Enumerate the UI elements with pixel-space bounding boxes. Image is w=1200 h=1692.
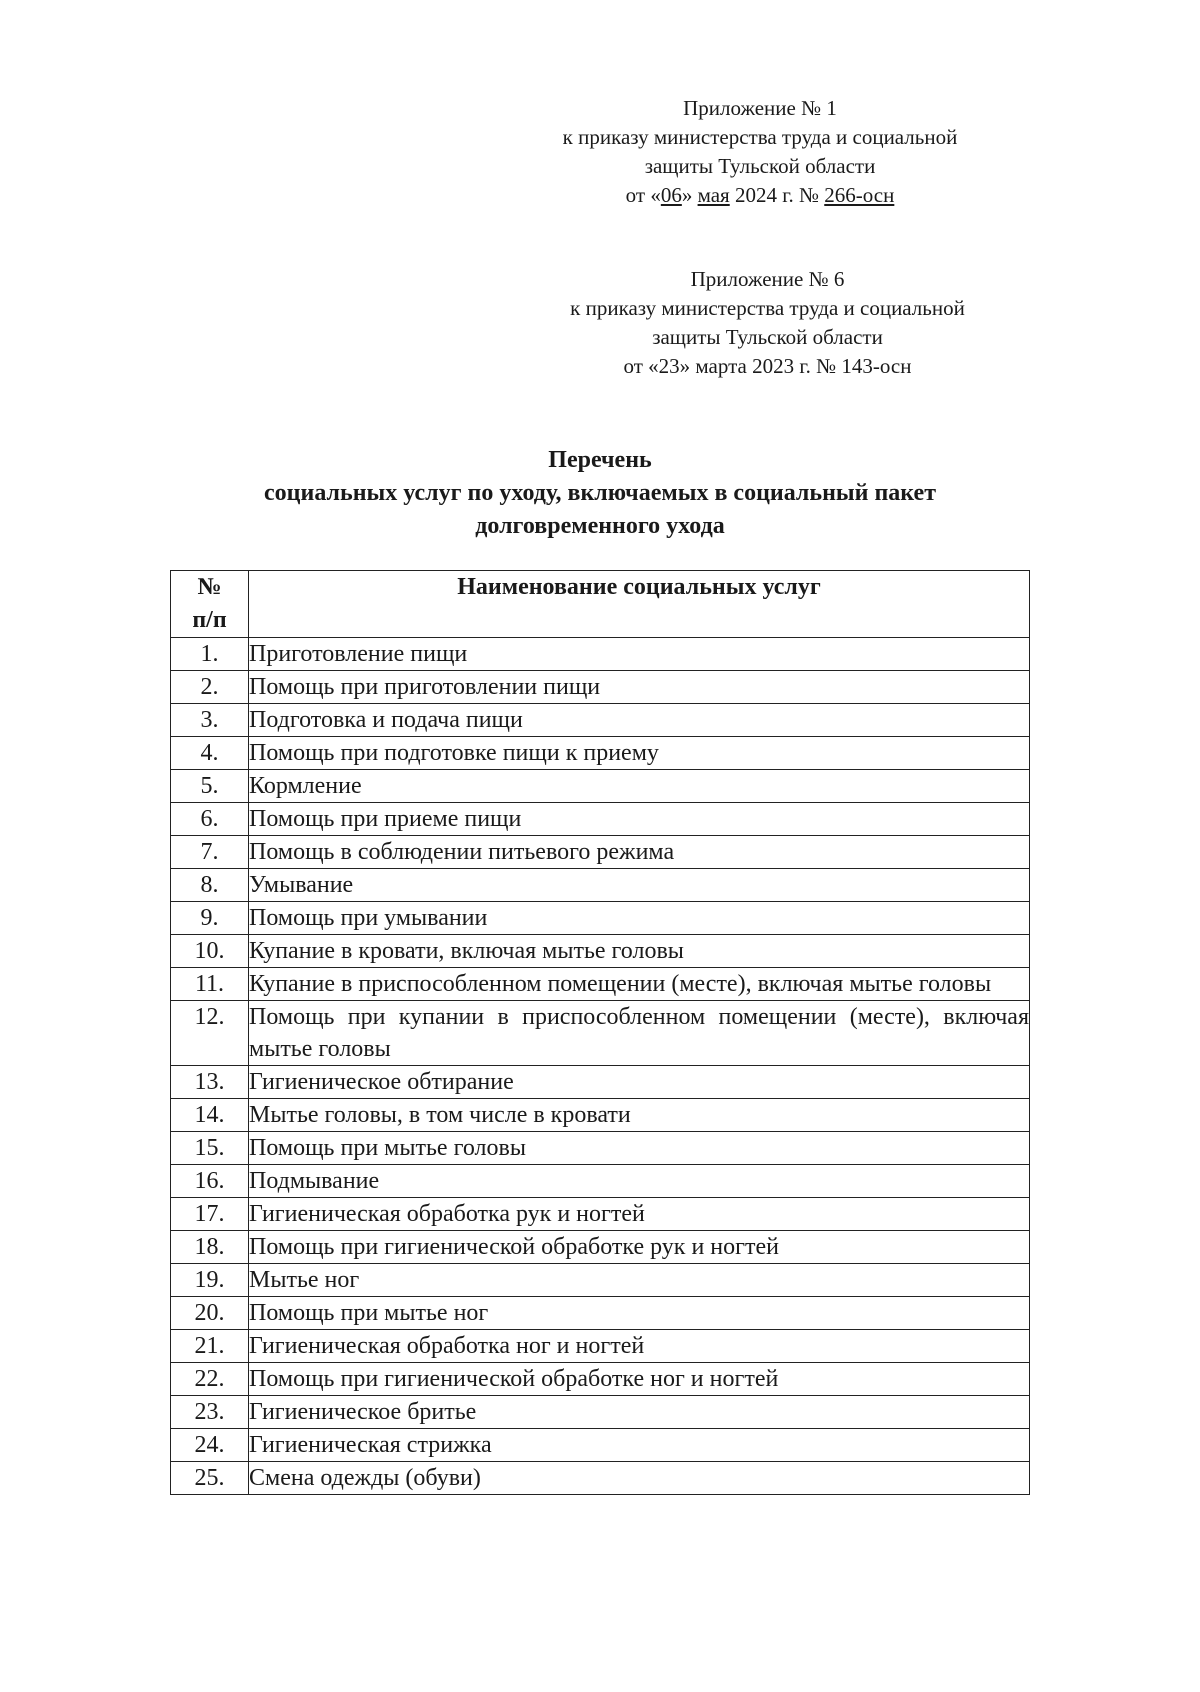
row-service-name: Помощь при приеме пищи bbox=[249, 803, 1030, 836]
annex-1-header bbox=[520, 94, 1000, 210]
table-row bbox=[171, 770, 1030, 803]
row-number: 2. bbox=[171, 671, 249, 704]
annex-1-day-close: » bbox=[681, 183, 698, 207]
table-row bbox=[171, 1001, 1030, 1066]
row-number: 8. bbox=[171, 869, 249, 902]
table-header-row bbox=[171, 571, 1030, 638]
row-service-name: Купание в приспособленном помещении (месте), включая мытье головы bbox=[249, 968, 1030, 1001]
annex-1-title: Приложение № 1 bbox=[683, 96, 837, 120]
header-number-abbrev: п/п bbox=[192, 607, 227, 633]
row-service-name: Приготовление пищи bbox=[249, 638, 1030, 671]
row-number: 19. bbox=[171, 1264, 249, 1297]
row-service-name: Гигиеническая обработка ног и ногтей bbox=[249, 1330, 1030, 1363]
row-number: 25. bbox=[171, 1462, 249, 1495]
title-line-1: Перечень bbox=[548, 447, 652, 473]
annex-6-date-number: от «23» марта 2023 г. № 143-осн bbox=[623, 354, 912, 378]
row-service-name: Помощь при подготовке пищи к приему bbox=[249, 737, 1030, 770]
row-number: 22. bbox=[171, 1363, 249, 1396]
row-service-name: Гигиеническое обтирание bbox=[249, 1066, 1030, 1099]
row-number: 13. bbox=[171, 1066, 249, 1099]
row-number: 6. bbox=[171, 803, 249, 836]
row-service-name: Кормление bbox=[249, 770, 1030, 803]
row-service-name: Помощь при гигиенической обработке ног и ногтей bbox=[249, 1363, 1030, 1396]
row-number: 15. bbox=[171, 1132, 249, 1165]
row-service-name: Гигиеническое бритье bbox=[249, 1396, 1030, 1429]
header-number bbox=[171, 571, 249, 638]
row-number: 4. bbox=[171, 737, 249, 770]
table-row bbox=[171, 1264, 1030, 1297]
annex-1-ministry: защиты Тульской области bbox=[644, 154, 876, 178]
row-service-name: Помощь при умывании bbox=[249, 902, 1030, 935]
row-service-name: Помощь при гигиенической обработке рук и ногтей bbox=[249, 1231, 1030, 1264]
row-service-name: Умывание bbox=[249, 869, 1030, 902]
row-service-name: Мытье ног bbox=[249, 1264, 1030, 1297]
table-row bbox=[171, 1363, 1030, 1396]
row-number: 3. bbox=[171, 704, 249, 737]
row-number: 12. bbox=[171, 1001, 249, 1066]
table-row bbox=[171, 1231, 1030, 1264]
table-row bbox=[171, 1099, 1030, 1132]
table-row bbox=[171, 869, 1030, 902]
annex-6-header bbox=[525, 265, 1010, 381]
annex-6-title: Приложение № 6 bbox=[690, 267, 845, 291]
annex-6-order-ref: к приказу министерства труда и социальной bbox=[570, 296, 965, 320]
annex-1-year: 2024 г. № bbox=[729, 183, 825, 207]
table-row bbox=[171, 737, 1030, 770]
row-service-name: Смена одежды (обуви) bbox=[249, 1462, 1030, 1495]
row-number: 18. bbox=[171, 1231, 249, 1264]
row-service-name: Подготовка и подача пищи bbox=[249, 704, 1030, 737]
row-service-name: Купание в кровати, включая мытье головы bbox=[249, 935, 1030, 968]
table-row bbox=[171, 1132, 1030, 1165]
row-number: 9. bbox=[171, 902, 249, 935]
table-row bbox=[171, 1165, 1030, 1198]
row-service-name: Помощь при купании в приспособленном помещении (месте), включая мытье головы bbox=[249, 1001, 1030, 1066]
table-row bbox=[171, 671, 1030, 704]
row-service-name: Помощь в соблюдении питьевого режима bbox=[249, 836, 1030, 869]
row-number: 20. bbox=[171, 1297, 249, 1330]
table-row bbox=[171, 1198, 1030, 1231]
row-number: 5. bbox=[171, 770, 249, 803]
row-service-name: Помощь при мытье ног bbox=[249, 1297, 1030, 1330]
title-line-2: социальных услуг по уходу, включаемых в социальный пакет bbox=[264, 480, 936, 506]
table-row bbox=[171, 1297, 1030, 1330]
table-row bbox=[171, 1462, 1030, 1495]
services-table bbox=[170, 570, 1030, 1495]
table-row bbox=[171, 638, 1030, 671]
table-row bbox=[171, 1330, 1030, 1363]
annex-1-month: мая bbox=[697, 183, 730, 207]
table-row bbox=[171, 836, 1030, 869]
header-number-symbol: № bbox=[197, 574, 222, 600]
row-number: 1. bbox=[171, 638, 249, 671]
table-row bbox=[171, 803, 1030, 836]
annex-1-day: 06 bbox=[660, 183, 682, 207]
row-number: 7. bbox=[171, 836, 249, 869]
row-number: 10. bbox=[171, 935, 249, 968]
table-row bbox=[171, 704, 1030, 737]
table-body bbox=[171, 638, 1030, 1495]
row-number: 11. bbox=[171, 968, 249, 1001]
row-service-name: Помощь при мытье головы bbox=[249, 1132, 1030, 1165]
document-title bbox=[100, 444, 1100, 543]
row-number: 24. bbox=[171, 1429, 249, 1462]
title-line-3: долговременного ухода bbox=[475, 513, 725, 539]
annex-1-date-number bbox=[520, 181, 1000, 210]
row-number: 14. bbox=[171, 1099, 249, 1132]
row-service-name: Помощь при приготовлении пищи bbox=[249, 671, 1030, 704]
annex-1-date-prefix: от « bbox=[625, 183, 661, 207]
table-row bbox=[171, 1066, 1030, 1099]
row-number: 17. bbox=[171, 1198, 249, 1231]
row-number: 16. bbox=[171, 1165, 249, 1198]
row-number: 23. bbox=[171, 1396, 249, 1429]
annex-1-order-ref: к приказу министерства труда и социальной bbox=[562, 125, 958, 149]
table-row bbox=[171, 902, 1030, 935]
row-service-name: Подмывание bbox=[249, 1165, 1030, 1198]
row-service-name: Гигиеническая стрижка bbox=[249, 1429, 1030, 1462]
annex-1-number: 266-осн bbox=[824, 183, 895, 207]
annex-6-ministry: защиты Тульской области bbox=[652, 325, 883, 349]
row-service-name: Мытье головы, в том числе в кровати bbox=[249, 1099, 1030, 1132]
table-row bbox=[171, 1396, 1030, 1429]
table-row bbox=[171, 968, 1030, 1001]
table-row bbox=[171, 935, 1030, 968]
table-row bbox=[171, 1429, 1030, 1462]
header-service-name: Наименование социальных услуг bbox=[249, 571, 1030, 638]
row-service-name: Гигиеническая обработка рук и ногтей bbox=[249, 1198, 1030, 1231]
row-number: 21. bbox=[171, 1330, 249, 1363]
